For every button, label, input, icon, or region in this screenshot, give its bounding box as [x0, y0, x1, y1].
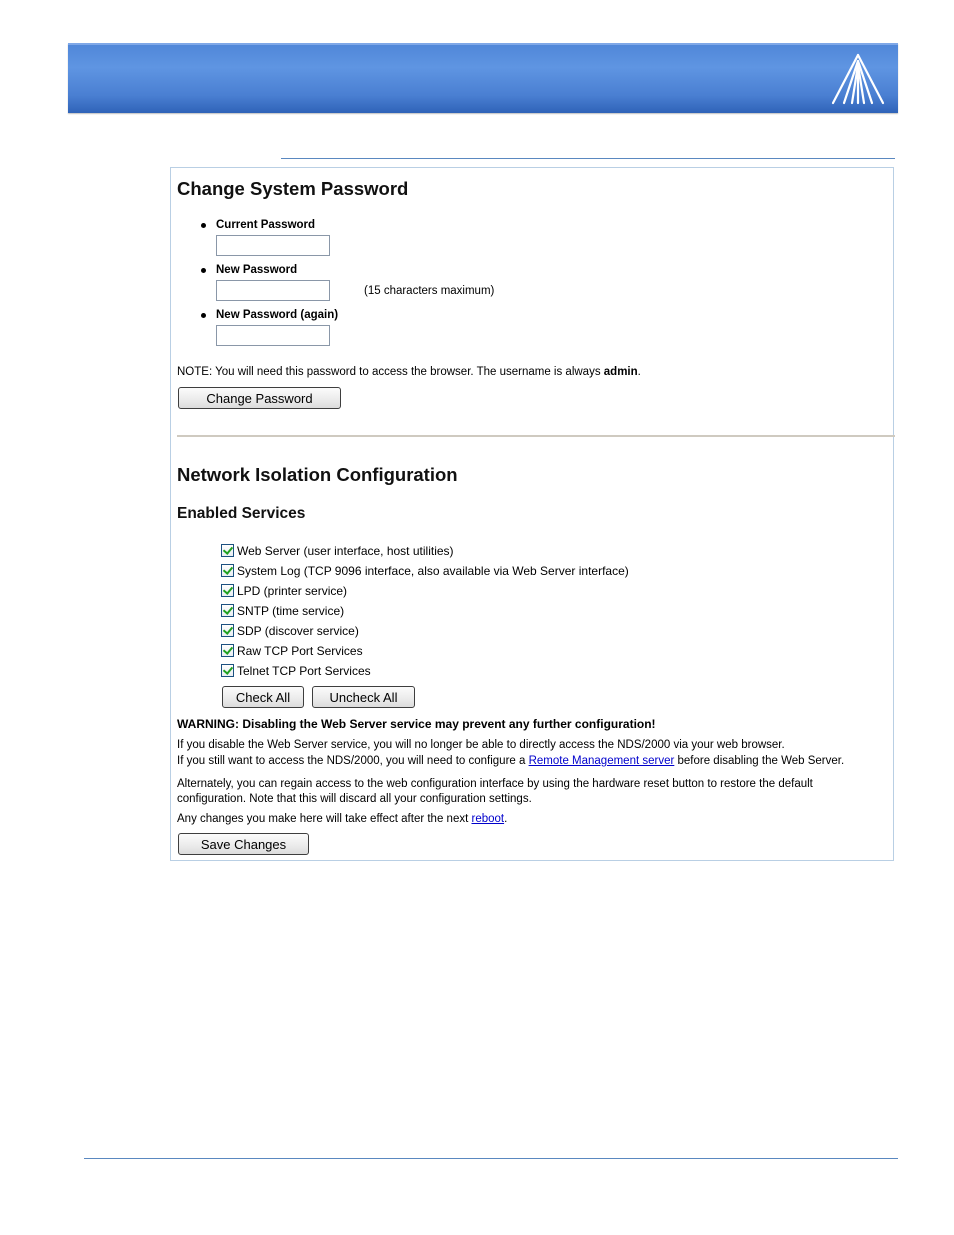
telnet-tcp-checkbox[interactable]: [221, 664, 234, 677]
disable-info-line-1: If you disable the Web Server service, you will no longer be able to directly access the NDS/2000 via your web browser.: [177, 739, 785, 751]
remote-management-link[interactable]: Remote Management server: [528, 755, 675, 767]
reboot-info-text: Any changes you make here will take effect after the next: [177, 813, 472, 825]
top-rule: [281, 158, 895, 159]
change-password-button[interactable]: Change Password: [178, 387, 341, 409]
reboot-link[interactable]: reboot: [471, 813, 505, 825]
reset-info-line-2: configuration. Note that this will discard all your configuration settings.: [177, 793, 532, 805]
bullet-icon: [201, 313, 206, 318]
web-server-checkbox[interactable]: [221, 544, 234, 557]
new-password-input[interactable]: [216, 280, 330, 301]
admin-username: admin: [603, 366, 638, 378]
password-note-text: NOTE: You will need this password to access the browser. The username is always: [177, 366, 604, 378]
section-divider: [177, 435, 895, 437]
service-label: Telnet TCP Port Services: [237, 664, 371, 678]
checkmark-icon: [223, 664, 233, 675]
checkmark-icon: [223, 564, 233, 575]
service-label: SNTP (time service): [237, 604, 345, 618]
checkmark-icon: [223, 544, 233, 555]
checkmark-icon: [223, 604, 233, 615]
system-log-checkbox[interactable]: [221, 564, 234, 577]
service-label: SDP (discover service): [237, 624, 359, 638]
disable-info-text: If you still want to access the NDS/2000, you will need to configure a: [177, 755, 529, 767]
checkmark-icon: [223, 624, 233, 635]
reboot-info-end: .: [504, 813, 508, 825]
uncheck-all-button[interactable]: Uncheck All: [312, 686, 415, 708]
disable-info-line-2: [177, 753, 844, 769]
save-changes-button[interactable]: Save Changes: [178, 833, 309, 855]
checkmark-icon: [223, 644, 233, 655]
enabled-services-title: Enabled Services: [177, 505, 306, 522]
lpd-checkbox[interactable]: [221, 584, 234, 597]
service-label: LPD (printer service): [237, 584, 348, 598]
check-all-button[interactable]: Check All: [222, 686, 304, 708]
service-label: Web Server (user interface, host utilities): [237, 544, 454, 558]
network-isolation-title: Network Isolation Configuration: [177, 464, 458, 485]
password-note: [177, 366, 641, 378]
password-note-end: .: [637, 366, 641, 378]
raw-tcp-checkbox[interactable]: [221, 644, 234, 657]
settings-panel: [170, 167, 894, 861]
sdp-checkbox[interactable]: [221, 624, 234, 637]
reboot-info: [177, 811, 507, 827]
footer-rule: [84, 1158, 898, 1159]
header-banner: [68, 43, 898, 113]
sntp-checkbox[interactable]: [221, 604, 234, 617]
current-password-input[interactable]: [216, 235, 330, 256]
current-password-label: Current Password: [216, 219, 316, 231]
service-label: System Log (TCP 9096 interface, also available via Web Server interface): [237, 564, 629, 578]
checkmark-icon: [223, 584, 233, 595]
confirm-password-input[interactable]: [216, 325, 330, 346]
password-length-hint: (15 characters maximum): [364, 285, 495, 297]
bullet-icon: [201, 223, 206, 228]
banner-highlight: [68, 43, 898, 45]
company-logo-icon: [830, 51, 886, 107]
disable-info-end: before disabling the Web Server.: [674, 755, 845, 767]
reset-info-line-1: Alternately, you can regain access to the web configuration interface by using the hardware reset button to restore the default: [177, 778, 813, 790]
new-password-label: New Password: [216, 264, 298, 276]
web-server-warning: WARNING: Disabling the Web Server service may prevent any further configuration!: [177, 717, 656, 731]
change-password-title: Change System Password: [177, 178, 409, 199]
bullet-icon: [201, 268, 206, 273]
confirm-password-label: New Password (again): [216, 309, 339, 321]
service-label: Raw TCP Port Services: [237, 644, 363, 658]
